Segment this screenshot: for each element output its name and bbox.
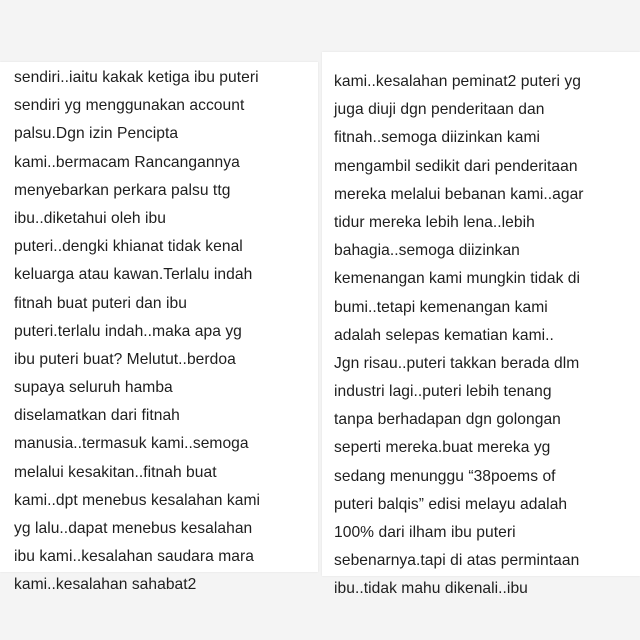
text-line: sendiri yg menggunakan account (14, 97, 245, 115)
text-line: puteri balqis” edisi melayu adalah (334, 495, 568, 513)
text-line: ibu..tidak mahu dikenali..ibu (334, 580, 528, 598)
text-line: melalui kesakitan..fitnah buat (14, 463, 217, 481)
text-line: kami..bermacam Rancangannya (14, 153, 240, 171)
text-line: industri lagi..puteri lebih tenang (334, 383, 552, 401)
text-line: adalah selepas kematian kami.. (334, 326, 554, 344)
text-line: tanpa berhadapan dgn golongan (334, 411, 561, 429)
text-line: mengambil sedikit dari penderitaan (334, 157, 578, 175)
text-line: keluarga atau kawan.Terlalu indah (14, 266, 253, 284)
text-line: bumi..tetapi kemenangan kami (334, 298, 548, 316)
text-line: menyebarkan perkara palsu ttg (14, 181, 231, 199)
text-line: Jgn risau..puteri takkan berada dlm (334, 354, 580, 372)
text-line: 100% dari ilham ibu puteri (334, 524, 516, 541)
text-line: seperti mereka.buat mereka yg (334, 439, 551, 457)
text-line: fitnah buat puteri dan ibu (14, 294, 187, 312)
text-line: fitnah..semoga diizinkan kami (334, 129, 541, 147)
left-page-panel (0, 62, 318, 594)
text-line: diselamatkan dari fitnah (14, 407, 180, 425)
text-line: kami..dpt menebus kesalahan kami (14, 491, 261, 509)
text-line: ibu..diketahui oleh ibu (14, 209, 167, 227)
left-page-text (14, 64, 260, 600)
text-line: puteri.terlalu indah..maka apa yg (14, 322, 242, 340)
text-line: tidur mereka lebih lena..lebih (334, 213, 535, 231)
text-line: bahagia..semoga diizinkan (334, 242, 520, 260)
text-line: puteri..dengki khianat tidak kenal (14, 238, 243, 256)
text-line: sebenarnya.tapi di atas permintaan (334, 552, 580, 570)
text-line: sendiri..iaitu kakak ketiga ibu puteri (14, 69, 259, 86)
text-line: mereka melalui bebanan kami..agar (334, 185, 584, 203)
text-line: supaya seluruh hamba (14, 379, 173, 397)
text-line: kami..kesalahan sahabat2 (14, 576, 197, 594)
text-line: juga diuji dgn penderitaan dan (334, 101, 545, 119)
text-line: sedang menunggu “38poems of (334, 467, 556, 485)
right-page-panel (322, 52, 640, 598)
text-line: palsu.Dgn izin Pencipta (14, 125, 179, 143)
text-line: kami..kesalahan peminat2 puteri yg (334, 73, 582, 90)
text-line: ibu puteri buat? Melutut..berdoa (14, 350, 236, 368)
text-line: manusia..termasuk kami..semoga (14, 435, 249, 453)
text-line: ibu kami..kesalahan saudara mara (14, 548, 254, 566)
text-line: kemenangan kami mungkin tidak di (334, 270, 581, 288)
right-page-text (334, 68, 584, 604)
text-line: yg lalu..dapat menebus kesalahan (14, 520, 253, 537)
